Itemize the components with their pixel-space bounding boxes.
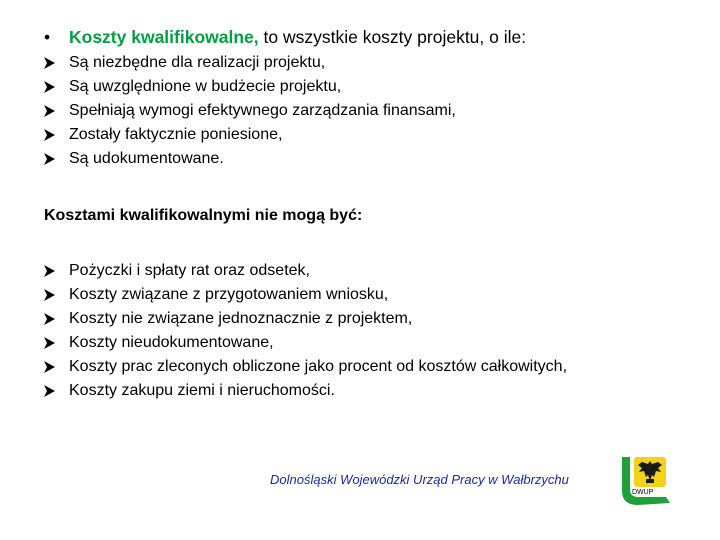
list-item [44,147,456,171]
intro-highlight: Koszty kwalifikowalne, [69,27,259,47]
list-item [44,283,567,307]
dwup-logo [618,455,674,507]
list-item-text: Pożyczki i spłaty rat oraz odsetek, [69,262,310,279]
list-item-text: Są udokumentowane. [69,150,224,167]
intro-rest: to wszystkie koszty projektu, o ile: [258,27,527,47]
arrow-bullet-icon [44,57,69,69]
arrow-bullet-icon [44,313,69,325]
section-heading: Kosztami kwalifikowalnymi nie mogą być: [44,207,363,224]
list-item-text: Są uwzględnione w budżecie projektu, [69,78,342,95]
list-item-text: Spełniają wymogi efektywnego zarządzania finansami, [69,102,456,119]
arrow-bullet-icon [44,337,69,349]
list-item [44,259,567,283]
non-qualified-costs-list [44,259,567,403]
list-item [44,51,456,75]
list-item [44,355,567,379]
list-item-text: Są niezbędne dla realizacji projektu, [69,54,326,71]
list-item [44,75,456,99]
list-item-text: Koszty zakupu ziemi i nieruchomości. [69,382,335,399]
list-item-text: Koszty nie związane jednoznacznie z projektem, [69,310,413,327]
arrow-bullet-icon [44,265,69,277]
qualified-costs-list [44,51,456,171]
intro-line [44,26,526,48]
arrow-bullet-icon [44,129,69,141]
list-item-text: Koszty nieudokumentowane, [69,334,274,351]
arrow-bullet-icon [44,289,69,301]
arrow-bullet-icon [44,385,69,397]
logo-text: DWUP [632,489,654,496]
arrow-bullet-icon [44,153,69,165]
list-item [44,307,567,331]
list-item [44,379,567,403]
list-item [44,331,567,355]
list-item [44,99,456,123]
arrow-bullet-icon [44,361,69,373]
list-item [44,123,456,147]
arrow-bullet-icon [44,105,69,117]
list-item-text: Koszty prac zleconych obliczone jako procent od kosztów całkowitych, [69,358,568,375]
list-item-text: Koszty związane z przygotowaniem wniosku, [69,286,389,303]
arrow-bullet-icon [44,81,69,93]
bullet-dot: • [44,27,51,47]
list-item-text: Zostały faktycznie poniesione, [69,126,283,143]
footer-organization: Dolnośląski Wojewódzki Urząd Pracy w Wałbrzychu [270,472,569,487]
